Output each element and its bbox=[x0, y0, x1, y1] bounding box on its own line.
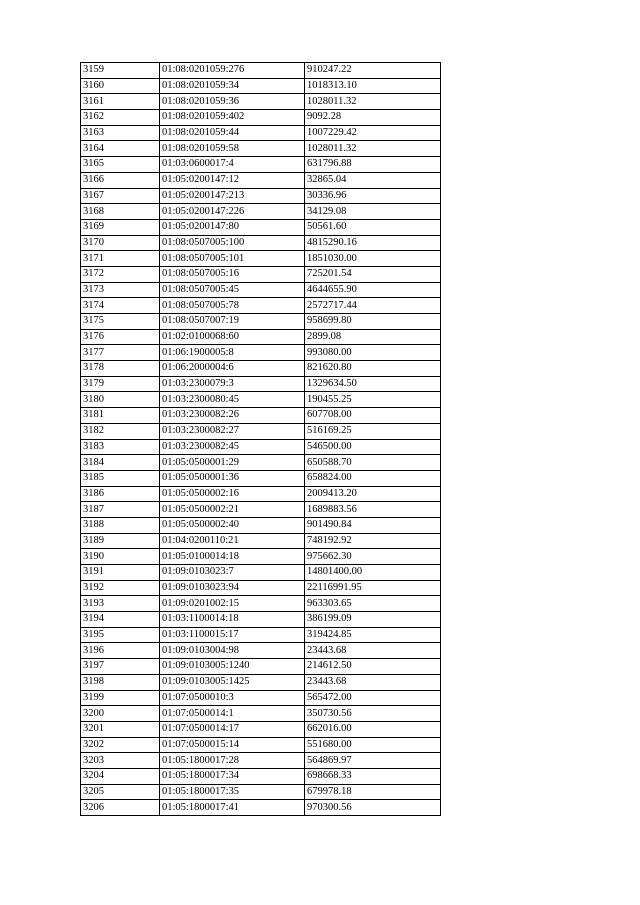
row-number-cell: 3188 bbox=[81, 517, 160, 533]
table-row bbox=[81, 78, 441, 94]
row-number-cell: 3180 bbox=[81, 392, 160, 408]
amount-cell: 1028011.32 bbox=[305, 94, 441, 110]
row-number-cell: 3163 bbox=[81, 125, 160, 141]
table-row bbox=[81, 219, 441, 235]
amount-cell: 551680.00 bbox=[305, 737, 441, 753]
row-number-cell: 3190 bbox=[81, 549, 160, 565]
amount-cell: 546500.00 bbox=[305, 439, 441, 455]
cadastral-number-cell: 01:05:0200147:226 bbox=[160, 204, 305, 220]
table-row bbox=[81, 408, 441, 424]
cadastral-number-cell: 01:07:0500010:3 bbox=[160, 690, 305, 706]
table-row bbox=[81, 533, 441, 549]
row-number-cell: 3196 bbox=[81, 643, 160, 659]
amount-cell: 975662.30 bbox=[305, 549, 441, 565]
cadastral-number-cell: 01:03:1100015:17 bbox=[160, 627, 305, 643]
table-row bbox=[81, 141, 441, 157]
amount-cell: 901490.84 bbox=[305, 517, 441, 533]
amount-cell: 821620.80 bbox=[305, 361, 441, 377]
row-number-cell: 3173 bbox=[81, 282, 160, 298]
table-row bbox=[81, 596, 441, 612]
row-number-cell: 3206 bbox=[81, 800, 160, 816]
cadastral-number-cell: 01:05:0500002:16 bbox=[160, 486, 305, 502]
row-number-cell: 3199 bbox=[81, 690, 160, 706]
table-row bbox=[81, 125, 441, 141]
amount-cell: 607708.00 bbox=[305, 408, 441, 424]
row-number-cell: 3195 bbox=[81, 627, 160, 643]
row-number-cell: 3162 bbox=[81, 110, 160, 126]
table-row bbox=[81, 266, 441, 282]
amount-cell: 32865.04 bbox=[305, 172, 441, 188]
cadastral-number-cell: 01:05:1800017:34 bbox=[160, 768, 305, 784]
cadastral-number-cell: 01:09:0103023:94 bbox=[160, 580, 305, 596]
amount-cell: 650588.70 bbox=[305, 455, 441, 471]
row-number-cell: 3197 bbox=[81, 659, 160, 675]
amount-cell: 993080.00 bbox=[305, 345, 441, 361]
row-number-cell: 3204 bbox=[81, 768, 160, 784]
cadastral-number-cell: 01:08:0507005:16 bbox=[160, 266, 305, 282]
amount-cell: 2572717.44 bbox=[305, 298, 441, 314]
cadastral-number-cell: 01:05:0500002:21 bbox=[160, 502, 305, 518]
table-row bbox=[81, 690, 441, 706]
table-row bbox=[81, 517, 441, 533]
table-body bbox=[81, 63, 441, 816]
cadastral-number-cell: 01:08:0507005:101 bbox=[160, 251, 305, 267]
cadastral-number-cell: 01:03:0600017:4 bbox=[160, 157, 305, 173]
cadastral-number-cell: 01:05:0500001:36 bbox=[160, 470, 305, 486]
amount-cell: 698668.33 bbox=[305, 768, 441, 784]
row-number-cell: 3200 bbox=[81, 706, 160, 722]
table-row bbox=[81, 376, 441, 392]
table-row bbox=[81, 314, 441, 330]
amount-cell: 658824.00 bbox=[305, 470, 441, 486]
cadastral-number-cell: 01:02:0100068:60 bbox=[160, 329, 305, 345]
row-number-cell: 3177 bbox=[81, 345, 160, 361]
table-row bbox=[81, 784, 441, 800]
row-number-cell: 3198 bbox=[81, 674, 160, 690]
row-number-cell: 3164 bbox=[81, 141, 160, 157]
table-row bbox=[81, 486, 441, 502]
row-number-cell: 3191 bbox=[81, 565, 160, 581]
amount-cell: 679978.18 bbox=[305, 784, 441, 800]
table-row bbox=[81, 706, 441, 722]
amount-cell: 4644655.90 bbox=[305, 282, 441, 298]
amount-cell: 1689883.56 bbox=[305, 502, 441, 518]
table-row bbox=[81, 94, 441, 110]
amount-cell: 564869.97 bbox=[305, 753, 441, 769]
amount-cell: 910247.22 bbox=[305, 63, 441, 79]
table-row bbox=[81, 612, 441, 628]
row-number-cell: 3165 bbox=[81, 157, 160, 173]
row-number-cell: 3176 bbox=[81, 329, 160, 345]
amount-cell: 662016.00 bbox=[305, 721, 441, 737]
row-number-cell: 3202 bbox=[81, 737, 160, 753]
amount-cell: 2899.08 bbox=[305, 329, 441, 345]
table-row bbox=[81, 110, 441, 126]
table-row bbox=[81, 643, 441, 659]
cadastral-number-cell: 01:05:0200147:80 bbox=[160, 219, 305, 235]
amount-cell: 386199.09 bbox=[305, 612, 441, 628]
row-number-cell: 3167 bbox=[81, 188, 160, 204]
amount-cell: 1851030.00 bbox=[305, 251, 441, 267]
row-number-cell: 3186 bbox=[81, 486, 160, 502]
cadastral-number-cell: 01:09:0103005:1425 bbox=[160, 674, 305, 690]
table-row bbox=[81, 580, 441, 596]
cadastral-number-cell: 01:05:0500002:40 bbox=[160, 517, 305, 533]
cadastral-number-cell: 01:05:1800017:35 bbox=[160, 784, 305, 800]
table-row bbox=[81, 235, 441, 251]
amount-cell: 22116991.95 bbox=[305, 580, 441, 596]
cadastral-number-cell: 01:03:2300080:45 bbox=[160, 392, 305, 408]
cadastral-number-cell: 01:08:0201059:34 bbox=[160, 78, 305, 94]
amount-cell: 4815290.16 bbox=[305, 235, 441, 251]
row-number-cell: 3175 bbox=[81, 314, 160, 330]
table-row bbox=[81, 282, 441, 298]
table-row bbox=[81, 721, 441, 737]
table-row bbox=[81, 204, 441, 220]
cadastral-number-cell: 01:03:2300079:3 bbox=[160, 376, 305, 392]
cadastral-number-cell: 01:08:0201059:44 bbox=[160, 125, 305, 141]
data-table bbox=[80, 62, 441, 816]
cadastral-number-cell: 01:09:0103005:1240 bbox=[160, 659, 305, 675]
cadastral-number-cell: 01:04:0200110:21 bbox=[160, 533, 305, 549]
amount-cell: 350730.56 bbox=[305, 706, 441, 722]
amount-cell: 970300.56 bbox=[305, 800, 441, 816]
amount-cell: 34129.08 bbox=[305, 204, 441, 220]
cadastral-number-cell: 01:08:0507007:19 bbox=[160, 314, 305, 330]
table-row bbox=[81, 659, 441, 675]
amount-cell: 631796.88 bbox=[305, 157, 441, 173]
cadastral-number-cell: 01:03:2300082:26 bbox=[160, 408, 305, 424]
table-row bbox=[81, 157, 441, 173]
row-number-cell: 3166 bbox=[81, 172, 160, 188]
table-row bbox=[81, 455, 441, 471]
table-row bbox=[81, 361, 441, 377]
amount-cell: 190455.25 bbox=[305, 392, 441, 408]
row-number-cell: 3184 bbox=[81, 455, 160, 471]
table-row bbox=[81, 439, 441, 455]
cadastral-number-cell: 01:08:0507005:78 bbox=[160, 298, 305, 314]
row-number-cell: 3174 bbox=[81, 298, 160, 314]
table-row bbox=[81, 188, 441, 204]
row-number-cell: 3169 bbox=[81, 219, 160, 235]
row-number-cell: 3203 bbox=[81, 753, 160, 769]
row-number-cell: 3159 bbox=[81, 63, 160, 79]
table-row bbox=[81, 172, 441, 188]
row-number-cell: 3193 bbox=[81, 596, 160, 612]
cadastral-number-cell: 01:05:0200147:213 bbox=[160, 188, 305, 204]
amount-cell: 963303.65 bbox=[305, 596, 441, 612]
cadastral-number-cell: 01:07:0500015:14 bbox=[160, 737, 305, 753]
cadastral-number-cell: 01:03:2300082:45 bbox=[160, 439, 305, 455]
cadastral-number-cell: 01:07:0500014:1 bbox=[160, 706, 305, 722]
table-row bbox=[81, 768, 441, 784]
amount-cell: 214612.50 bbox=[305, 659, 441, 675]
row-number-cell: 3181 bbox=[81, 408, 160, 424]
row-number-cell: 3185 bbox=[81, 470, 160, 486]
cadastral-number-cell: 01:08:0201059:58 bbox=[160, 141, 305, 157]
cadastral-number-cell: 01:03:2300082:27 bbox=[160, 423, 305, 439]
table-row bbox=[81, 502, 441, 518]
amount-cell: 319424.85 bbox=[305, 627, 441, 643]
cadastral-number-cell: 01:08:0201059:402 bbox=[160, 110, 305, 126]
table-row bbox=[81, 753, 441, 769]
amount-cell: 748192.92 bbox=[305, 533, 441, 549]
row-number-cell: 3170 bbox=[81, 235, 160, 251]
table-row bbox=[81, 298, 441, 314]
cadastral-number-cell: 01:08:0507005:45 bbox=[160, 282, 305, 298]
amount-cell: 1007229.42 bbox=[305, 125, 441, 141]
table-row bbox=[81, 392, 441, 408]
row-number-cell: 3201 bbox=[81, 721, 160, 737]
cadastral-number-cell: 01:08:0201059:276 bbox=[160, 63, 305, 79]
amount-cell: 958699.80 bbox=[305, 314, 441, 330]
table-row bbox=[81, 423, 441, 439]
cadastral-number-cell: 01:06:2000004:6 bbox=[160, 361, 305, 377]
cadastral-number-cell: 01:05:0100014:18 bbox=[160, 549, 305, 565]
row-number-cell: 3171 bbox=[81, 251, 160, 267]
amount-cell: 725201.54 bbox=[305, 266, 441, 282]
row-number-cell: 3192 bbox=[81, 580, 160, 596]
amount-cell: 1329634.50 bbox=[305, 376, 441, 392]
table-row bbox=[81, 63, 441, 79]
row-number-cell: 3161 bbox=[81, 94, 160, 110]
row-number-cell: 3160 bbox=[81, 78, 160, 94]
cadastral-number-cell: 01:09:0103023:7 bbox=[160, 565, 305, 581]
cadastral-number-cell: 01:05:0500001:29 bbox=[160, 455, 305, 471]
row-number-cell: 3168 bbox=[81, 204, 160, 220]
table-row bbox=[81, 549, 441, 565]
table-row bbox=[81, 674, 441, 690]
row-number-cell: 3182 bbox=[81, 423, 160, 439]
amount-cell: 14801400.00 bbox=[305, 565, 441, 581]
table-row bbox=[81, 627, 441, 643]
table-row bbox=[81, 329, 441, 345]
amount-cell: 30336.96 bbox=[305, 188, 441, 204]
amount-cell: 516169.25 bbox=[305, 423, 441, 439]
row-number-cell: 3205 bbox=[81, 784, 160, 800]
table-row bbox=[81, 251, 441, 267]
amount-cell: 23443.68 bbox=[305, 674, 441, 690]
row-number-cell: 3179 bbox=[81, 376, 160, 392]
table-row bbox=[81, 345, 441, 361]
amount-cell: 2009413.20 bbox=[305, 486, 441, 502]
table-row bbox=[81, 800, 441, 816]
cadastral-number-cell: 01:05:0200147:12 bbox=[160, 172, 305, 188]
cadastral-number-cell: 01:05:1800017:41 bbox=[160, 800, 305, 816]
amount-cell: 1018313.10 bbox=[305, 78, 441, 94]
amount-cell: 23443.68 bbox=[305, 643, 441, 659]
amount-cell: 1028011.32 bbox=[305, 141, 441, 157]
row-number-cell: 3183 bbox=[81, 439, 160, 455]
cadastral-number-cell: 01:09:0201002:15 bbox=[160, 596, 305, 612]
table-row bbox=[81, 565, 441, 581]
row-number-cell: 3178 bbox=[81, 361, 160, 377]
table-row bbox=[81, 470, 441, 486]
amount-cell: 50561.60 bbox=[305, 219, 441, 235]
cadastral-number-cell: 01:07:0500014:17 bbox=[160, 721, 305, 737]
row-number-cell: 3194 bbox=[81, 612, 160, 628]
cadastral-number-cell: 01:08:0201059:36 bbox=[160, 94, 305, 110]
cadastral-number-cell: 01:06:1900005:8 bbox=[160, 345, 305, 361]
row-number-cell: 3189 bbox=[81, 533, 160, 549]
cadastral-number-cell: 01:03:1100014:18 bbox=[160, 612, 305, 628]
row-number-cell: 3172 bbox=[81, 266, 160, 282]
row-number-cell: 3187 bbox=[81, 502, 160, 518]
table-row bbox=[81, 737, 441, 753]
cadastral-number-cell: 01:09:0103004:98 bbox=[160, 643, 305, 659]
amount-cell: 565472.00 bbox=[305, 690, 441, 706]
cadastral-number-cell: 01:08:0507005:100 bbox=[160, 235, 305, 251]
amount-cell: 9092.28 bbox=[305, 110, 441, 126]
cadastral-number-cell: 01:05:1800017:28 bbox=[160, 753, 305, 769]
